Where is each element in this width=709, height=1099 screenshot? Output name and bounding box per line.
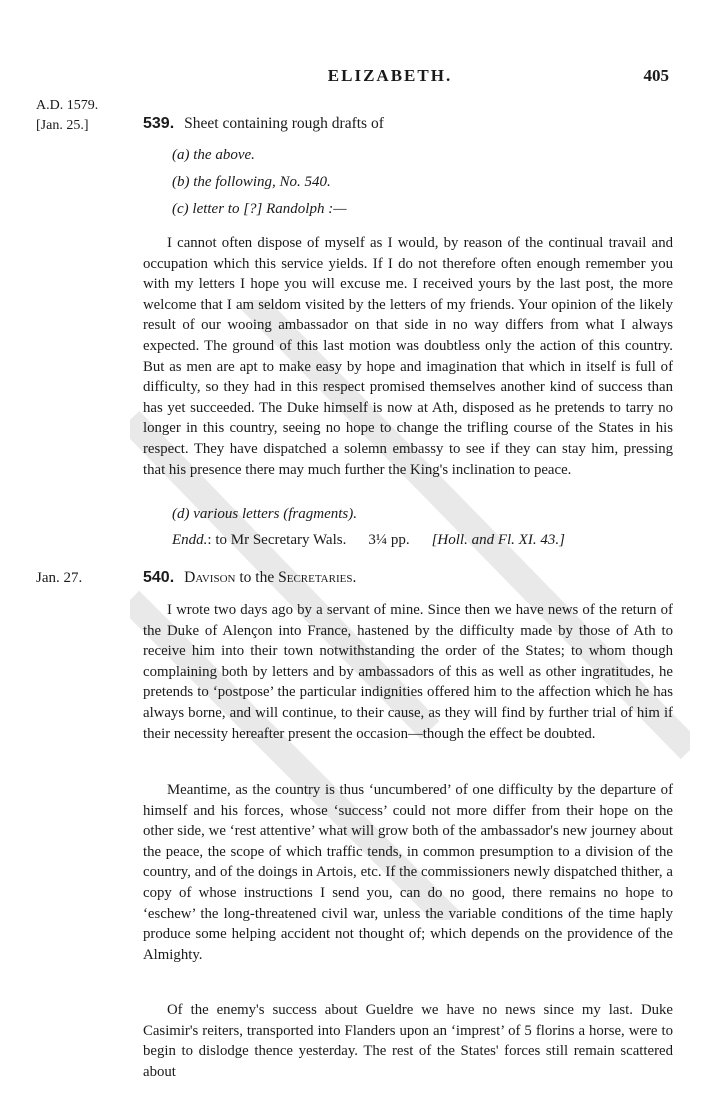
page-count: 3¼ pp.	[368, 532, 410, 548]
endorsement-line	[172, 532, 565, 549]
entry-540-to: to the	[239, 569, 275, 586]
entry-539-title: Sheet containing rough drafts of	[184, 115, 384, 132]
entry-539-number: 539.	[143, 115, 175, 132]
item-c: (c) letter to [?] Randolph :—	[172, 201, 347, 217]
item-d: (d) various letters (fragments).	[172, 506, 357, 522]
item-a: (a) the above.	[172, 147, 255, 163]
entry-540-sender: Davison	[184, 569, 236, 586]
page-number: 405	[643, 66, 669, 85]
item-b: (b) the following, No. 540.	[172, 174, 331, 190]
running-title: ELIZABETH.	[327, 66, 453, 85]
margin-date-540: Jan. 27.	[36, 570, 83, 586]
margin-date-539: [Jan. 25.]	[36, 118, 89, 133]
endorsement-text: : to Mr Secretary Wals.	[207, 532, 347, 548]
entry-540-paragraph-3: Of the enemy's success about Gueldre we have no news since my last. Duke Casimir's reiters, transported into Flanders upon an ‘imprest’ of 5 florins a horse, were to begin to dislodge thence yesterday. The rest of the States' forces still remain scattered about	[143, 1002, 673, 1080]
endorsement-label: Endd.	[172, 532, 208, 548]
margin-year: A.D. 1579.	[36, 98, 99, 113]
entry-540-number: 540.	[143, 569, 175, 586]
entry-540-recipient: Secretaries.	[278, 569, 357, 586]
archive-reference: [Holl. and Fl. XI. 43.]	[431, 532, 565, 548]
entry-539-heading	[143, 115, 384, 133]
entry-540-paragraph-2: Meantime, as the country is thus ‘uncumbered’ of one difficulty by the departure of himself and his forces, whose ‘success’ could not more differ from their hope on the other side, we ‘rest attentive’ what will grow both of the ambassador's new journey about the peace, the scope of which traffic tends, in common presumption to a division of the country, and of the doings in Artois, etc. If the commissioners newly dispatched thither, a copy of whose instructions I send you, can do no good, there remains no hope to ‘eschew’ the long-threatened civil war, unless the variable conditions of the time haply produce some helping accident not thought of; which depends on the providence of the Almighty.	[143, 782, 673, 963]
entry-539-letter-text: I cannot often dispose of myself as I would, by reason of the continual travail and occupation which this service yields. If I do not therefore often enough remember you with my letters I hope you will excuse me. I received yours by the last post, the more welcome that I am seldom visited by the letters of my friends. Your opinion of the likely result of our wooing ambassador on that side in no way differs from what I always expected. The ground of this last motion was doubtless only the action of this country. But as men are apt to make easy by hope and imagination that which in itself is full of difficulty, so they had in this respect promised themselves another kind of success than has yet succeeded. The Duke himself is now at Ath, disposed as he pretends to tarry no longer in this country, seeing no hope to change the trifling course of the States in his respect. They have dispatched a solemn embassy to see if they can stay him, pressing that his presence there may much further the King's inclination to peace.	[143, 235, 673, 478]
entry-540-paragraph-1: I wrote two days ago by a servant of mine. Since then we have news of the return of the Duke of Alençon into France, hastened by the difficulty made by those of Ath to receive him into their town notwithstanding the order of the States; to whom though complaining both by letters and by ambassadors of this as well as other ingratitudes, he pretends to ‘postpose’ the particular indignities offered him to the affection which he has always borne, and will continue, to their cause, as they will find by further trial of him if their necessity hereafter present the occasion—though the effect be doubted.	[143, 602, 673, 742]
entry-540-heading	[143, 569, 356, 587]
